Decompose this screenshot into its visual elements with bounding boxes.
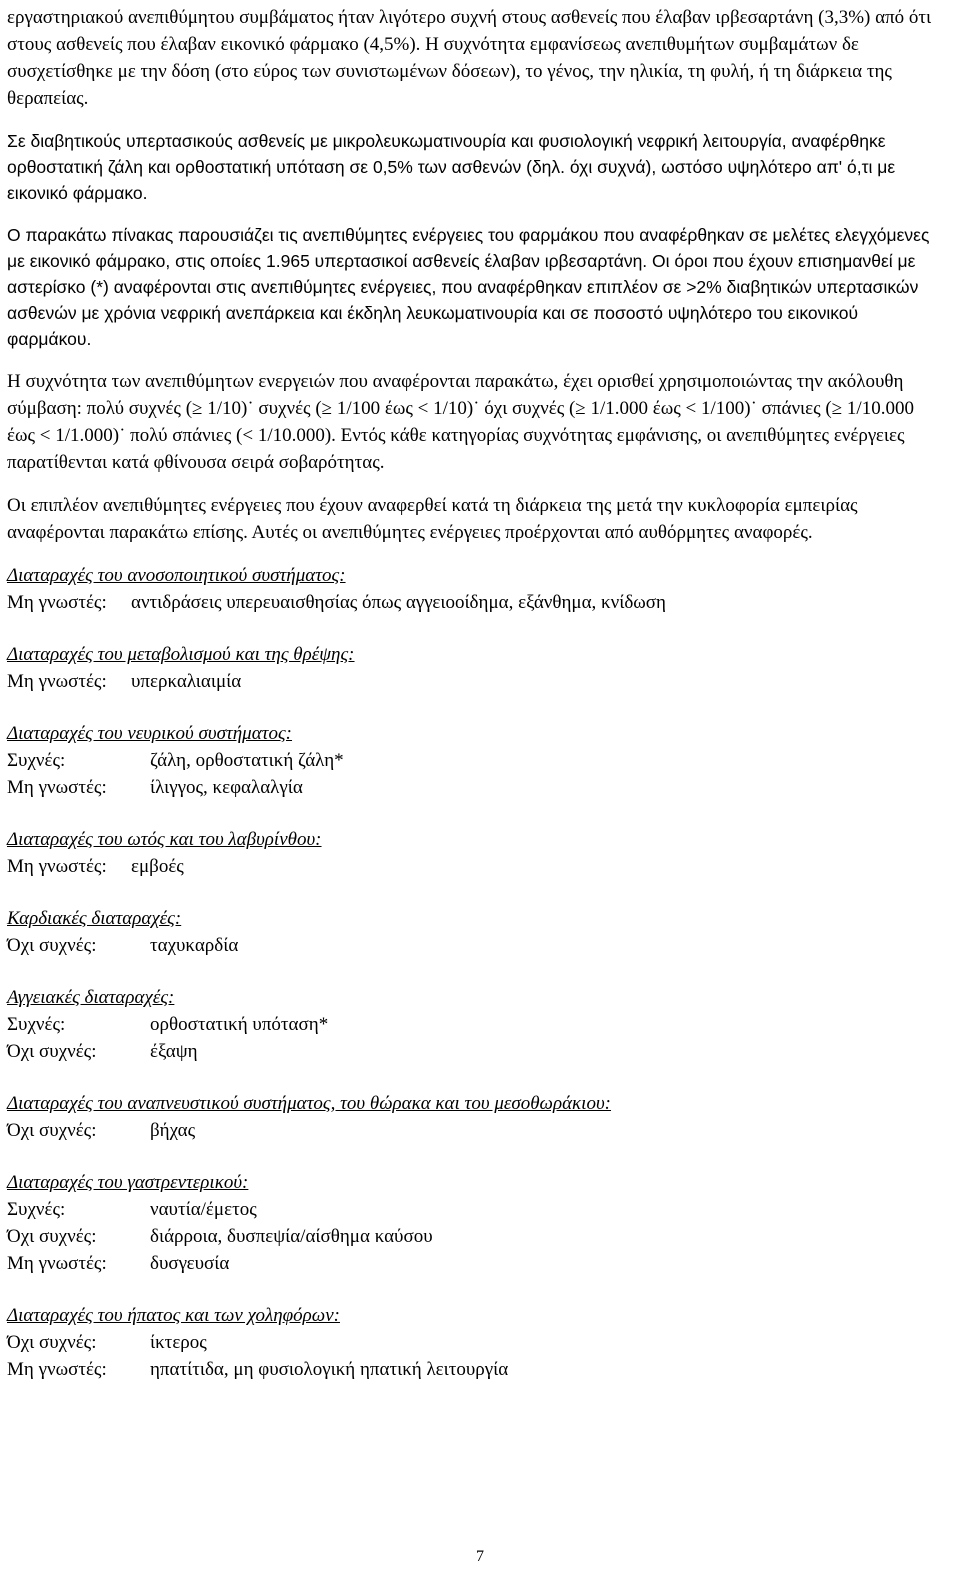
reaction-text: αντιδράσεις υπερευαισθησίας όπως αγγειοοίδημα, εξάνθημα, κνίδωση (131, 592, 666, 613)
reaction-row (7, 1117, 942, 1144)
reaction-text: διάρροια, δυσπεψία/αίσθημα καύσου (150, 1226, 433, 1247)
paragraph-diabetic-patients: Σε διαβητικούς υπερτασικούς ασθενείς με μικρολευκωματινουρία και φυσιολογική νεφρική λειτουργία, αναφέρθηκε ορθοστατική ζάλη και ορθοστατική υπόταση σε 0,5% των ασθενών (δηλ. όχι συχνά), ωστόσο υψηλότερο απ' ό,τι με εικονικό φάρμακο. (7, 131, 896, 203)
soc-section-title: Αγγειακές διαταραχές: (7, 987, 175, 1008)
soc-section-title: Διαταραχές του νευρικού συστήματος: (7, 723, 293, 744)
reaction-text: ναυτία/έμετος (150, 1199, 257, 1220)
reaction-row (7, 1038, 942, 1065)
frequency-label: Συχνές: (7, 1199, 66, 1220)
reaction-row (7, 1011, 942, 1038)
frequency-label: Όχι συχνές: (7, 1041, 97, 1062)
frequency-label: Συχνές: (7, 1014, 66, 1035)
soc-section (7, 720, 942, 801)
soc-section-title: Διαταραχές του ωτός και του λαβυρίνθου: (7, 829, 322, 850)
reaction-text: υπερκαλιαιμία (131, 671, 242, 692)
reaction-text: ηπατίτιδα, μη φυσιολογική ηπατική λειτουργία (150, 1359, 509, 1380)
paragraph-side-effects-intro: εργαστηριακού ανεπιθύμητου συμβάματος ήταν λιγότερο συχνή στους ασθενείς που έλαβαν ιρβεσαρτάνη (3,3%) από ότι στους ασθενείς που έλαβαν εικονικό φάρμακο (4,5%). Η συχνότητα εμφανίσεως ανεπιθυμήτων συμβαμάτων δε συσχετίσθηκε με την δόση (στο εύρος των συνιστωμένων δόσεων), το γένος, την ηλικία, τη φυλή, ή τη διάρκεια της θεραπείας. (7, 7, 932, 109)
reaction-text: έξαψη (150, 1041, 198, 1062)
paragraph-postmarketing: Οι επιπλέον ανεπιθύμητες ενέργειες που έχουν αναφερθεί κατά τη διάρκεια της μετά την κυκλοφορία εμπειρίας αναφέρονται παρακάτω επίσης. Αυτές οι ανεπιθύμητες ενέργειες προέρχονται από αυθόρμητες αναφορές. (7, 495, 858, 543)
frequency-label: Όχι συχνές: (7, 1226, 97, 1247)
frequency-label: Μη γνωστές: (7, 671, 107, 692)
frequency-label: Μη γνωστές: (7, 777, 107, 798)
reaction-text: βήχας (150, 1120, 196, 1141)
soc-section-title: Διαταραχές του γαστρεντερικού: (7, 1172, 249, 1193)
reaction-text: δυσγευσία (150, 1253, 230, 1274)
reaction-row (7, 1250, 942, 1277)
soc-section (7, 562, 942, 616)
frequency-label: Μη γνωστές: (7, 856, 107, 877)
frequency-label: Μη γνωστές: (7, 1253, 107, 1274)
soc-section (7, 984, 942, 1065)
frequency-label: Μη γνωστές: (7, 592, 107, 613)
soc-section (7, 641, 942, 695)
reaction-text: ορθοστατική υπόταση* (150, 1014, 329, 1035)
reaction-text: ζάλη, ορθοστατική ζάλη* (150, 750, 344, 771)
page-number: 7 (476, 1548, 484, 1565)
frequency-label: Όχι συχνές: (7, 935, 97, 956)
reaction-row (7, 853, 942, 880)
soc-section-title: Διαταραχές του ανοσοποιητικού συστήματος: (7, 565, 346, 586)
reaction-text: ίλιγγος, κεφαλαλγία (150, 777, 303, 798)
frequency-label: Όχι συχνές: (7, 1120, 97, 1141)
paragraph-table-intro: Ο παρακάτω πίνακας παρουσιάζει τις ανεπιθύμητες ενέργειες του φαρμάκου που αναφέρθηκαν σε μελέτες ελεγχόμενες με εικονικό φάμρακο, στις οποίες 1.965 υπερτασικοί ασθενείς έλαβαν ιρβεσαρτάνη. Οι όροι που έχουν επισημανθεί με αστερίσκο (*) αναφέρονται στις ανεπιθύμητες ενέργειες, που αναφέρθηκαν επιπλέον σε >2% διαβητικών υπερτασικών ασθενών με χρόνια νεφρική ανεπάρκεια και έκδηλη λευκωματινουρία και σε ποσοστό υψηλότερο του εικονικού φαρμάκου. (7, 225, 930, 349)
reaction-text: ίκτερος (150, 1332, 207, 1353)
paragraph-frequency-convention: Η συχνότητα των ανεπιθύμητων ενεργειών που αναφέρονται παρακάτω, έχει ορισθεί χρησιμοποιώντας την ακόλουθη σύμβαση: πολύ συχνές (≥ 1/10)˙ συχνές (≥ 1/100 έως < 1/10)˙ όχι συχνές (≥ 1/1.000 έως < 1/100)˙ σπάνιες (≥ 1/10.000 έως < 1/1.000)˙ πολύ σπάνιες (< 1/10.000). Εντός κάθε κατηγορίας συχνότητας εμφάνισης, οι ανεπιθύμητες ενέργειες παρατίθενται κατά φθίνουσα σειρά σοβαρότητας. (7, 371, 914, 473)
reaction-row (7, 1356, 942, 1383)
reaction-text: ταχυκαρδία (150, 935, 239, 956)
reaction-row (7, 589, 942, 616)
reaction-row (7, 932, 942, 959)
soc-section (7, 1302, 942, 1383)
reaction-row (7, 1223, 942, 1250)
frequency-label: Όχι συχνές: (7, 1332, 97, 1353)
reaction-row (7, 668, 942, 695)
soc-section-title: Διαταραχές του μεταβολισμού και της θρέψης: (7, 644, 355, 665)
reaction-row (7, 774, 942, 801)
soc-section-title: Διαταραχές του ήπατος και των χοληφόρων: (7, 1305, 340, 1326)
soc-section-title: Καρδιακές διαταραχές: (7, 908, 182, 929)
soc-section-title: Διαταραχές του αναπνευστικού συστήματος, του θώρακα και του μεσοθωράκιου: (7, 1093, 612, 1114)
reaction-row (7, 1329, 942, 1356)
soc-section (7, 1090, 942, 1144)
frequency-label: Μη γνωστές: (7, 1359, 107, 1380)
frequency-label: Συχνές: (7, 750, 66, 771)
reaction-row (7, 747, 942, 774)
soc-section (7, 1169, 942, 1277)
reaction-text: εμβοές (131, 856, 184, 877)
reaction-row (7, 1196, 942, 1223)
adverse-reactions-list (7, 562, 942, 1383)
soc-section (7, 826, 942, 880)
soc-section (7, 905, 942, 959)
